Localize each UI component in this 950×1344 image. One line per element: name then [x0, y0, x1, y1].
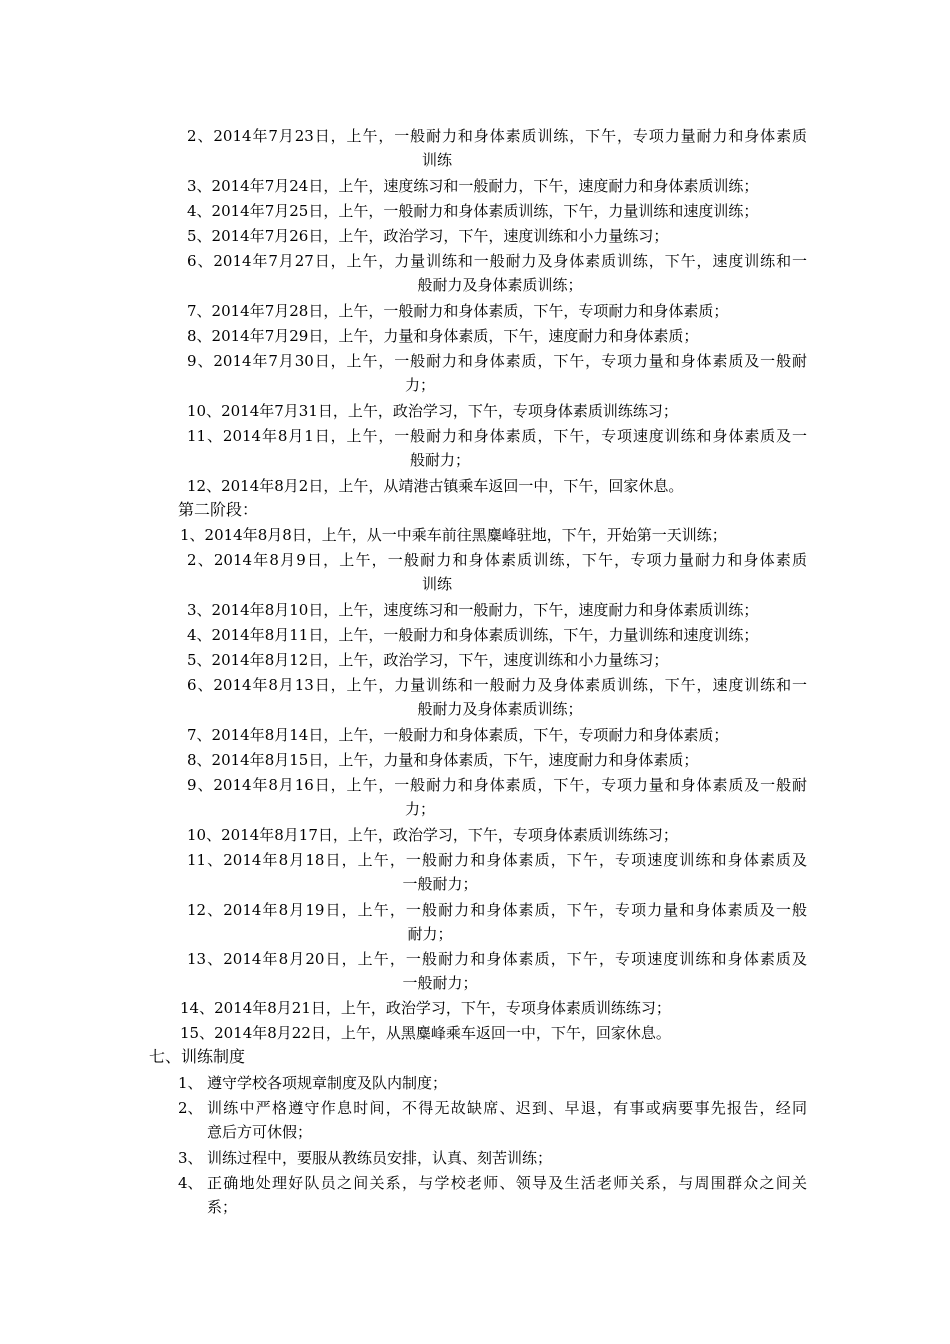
- schedule-item: 2、2014年8月9日，上午，一般耐力和身体素质训练，下午，专项力量耐力和身体素质: [187, 551, 807, 569]
- schedule-item: 8、2014年8月15日，上午，力量和身体素质，下午，速度耐力和身体素质；: [187, 751, 699, 769]
- schedule-item: 5、2014年8月12日，上午，政治学习，下午，速度训练和小力量练习；: [187, 651, 669, 669]
- schedule-item-cont: 一般耐力；: [402, 974, 478, 992]
- schedule-item-cont: 一般耐力；: [402, 875, 478, 893]
- rule-text-cont: 系；: [207, 1198, 238, 1216]
- schedule-item: 6、2014年8月13日，上午，力量训练和一般耐力及身体素质训练，下午，速度训练和一: [187, 676, 807, 694]
- schedule-item: 4、2014年7月25日，上午，一般耐力和身体素质训练，下午，力量训练和速度训练；: [187, 202, 759, 220]
- schedule-item: 14、2014年8月21日，上午，政治学习，下午，专项身体素质训练练习；: [180, 999, 671, 1017]
- rule-text: 正确地处理好队员之间关系，与学校老师、领导及生活老师关系，与周围群众之间关: [207, 1174, 807, 1192]
- schedule-item-cont: 般耐力及身体素质训练；: [417, 700, 583, 718]
- schedule-item: 10、2014年7月31日，上午，政治学习，下午，专项身体素质训练练习；: [187, 402, 678, 420]
- rule-text-cont: 意后方可休假；: [207, 1123, 313, 1141]
- rule-number: 2、: [178, 1099, 203, 1117]
- schedule-item: 7、2014年8月14日，上午，一般耐力和身体素质，下午，专项耐力和身体素质；: [187, 726, 729, 744]
- schedule-item: 12、2014年8月2日，上午，从靖港古镇乘车返回一中，下午，回家休息。: [187, 477, 684, 495]
- schedule-item-cont: 训练: [421, 575, 452, 593]
- schedule-item: 2、2014年7月23日，上午，一般耐力和身体素质训练，下午，专项力量耐力和身体素质: [187, 127, 807, 145]
- rule-number: 1、: [178, 1074, 203, 1092]
- phase-heading: 第二阶段：: [178, 500, 259, 519]
- schedule-item: 7、2014年7月28日，上午，一般耐力和身体素质，下午，专项耐力和身体素质；: [187, 302, 729, 320]
- schedule-item: 11、2014年8月18日，上午，一般耐力和身体素质，下午，专项速度训练和身体素质及: [187, 851, 807, 869]
- schedule-item: 10、2014年8月17日，上午，政治学习，下午，专项身体素质训练练习；: [187, 826, 678, 844]
- schedule-item: 6、2014年7月27日，上午，力量训练和一般耐力及身体素质训练，下午，速度训练和一: [187, 252, 807, 270]
- schedule-item: 5、2014年7月26日，上午，政治学习，下午，速度训练和小力量练习；: [187, 227, 669, 245]
- schedule-item: 9、2014年8月16日，上午，一般耐力和身体素质，下午，专项力量和身体素质及一般耐: [187, 776, 807, 794]
- schedule-item-cont: 力；: [404, 800, 435, 818]
- schedule-item: 11、2014年8月1日，上午，一般耐力和身体素质，下午，专项速度训练和身体素质及一: [187, 427, 807, 445]
- rule-text: 训练中严格遵守作息时间，不得无故缺席、迟到、早退，有事或病要事先报告，经同: [207, 1099, 807, 1117]
- rule-number: 4、: [178, 1174, 203, 1192]
- schedule-item: 12、2014年8月19日，上午，一般耐力和身体素质，下午，专项力量和身体素质及一般: [187, 901, 807, 919]
- rule-number: 3、: [178, 1149, 203, 1167]
- schedule-item-cont: 耐力；: [407, 925, 453, 943]
- section-heading: 七、训练制度: [149, 1047, 246, 1066]
- schedule-item-cont: 般耐力；: [409, 451, 470, 469]
- schedule-item: 4、2014年8月11日，上午，一般耐力和身体素质训练，下午，力量训练和速度训练；: [187, 626, 759, 644]
- schedule-item: 13、2014年8月20日，上午，一般耐力和身体素质，下午，专项速度训练和身体素质及: [187, 950, 807, 968]
- schedule-item: 9、2014年7月30日，上午，一般耐力和身体素质，下午，专项力量和身体素质及一般耐: [187, 352, 807, 370]
- schedule-item-cont: 般耐力及身体素质训练；: [417, 276, 583, 294]
- rule-text: 遵守学校各项规章制度及队内制度；: [207, 1074, 448, 1092]
- schedule-item: 3、2014年8月10日，上午，速度练习和一般耐力，下午，速度耐力和身体素质训练；: [187, 601, 759, 619]
- schedule-item-cont: 力；: [404, 376, 435, 394]
- rule-text: 训练过程中，要服从教练员安排，认真、刻苦训练；: [207, 1149, 553, 1167]
- schedule-item-cont: 训练: [421, 151, 452, 169]
- schedule-item: 3、2014年7月24日，上午，速度练习和一般耐力，下午，速度耐力和身体素质训练；: [187, 177, 759, 195]
- schedule-item: 8、2014年7月29日，上午，力量和身体素质，下午，速度耐力和身体素质；: [187, 327, 699, 345]
- schedule-item: 1、2014年8月8日，上午，从一中乘车前往黑麋峰驻地，下午，开始第一天训练；: [180, 526, 727, 544]
- schedule-item: 15、2014年8月22日，上午，从黑麋峰乘车返回一中，下午，回家休息。: [180, 1024, 671, 1042]
